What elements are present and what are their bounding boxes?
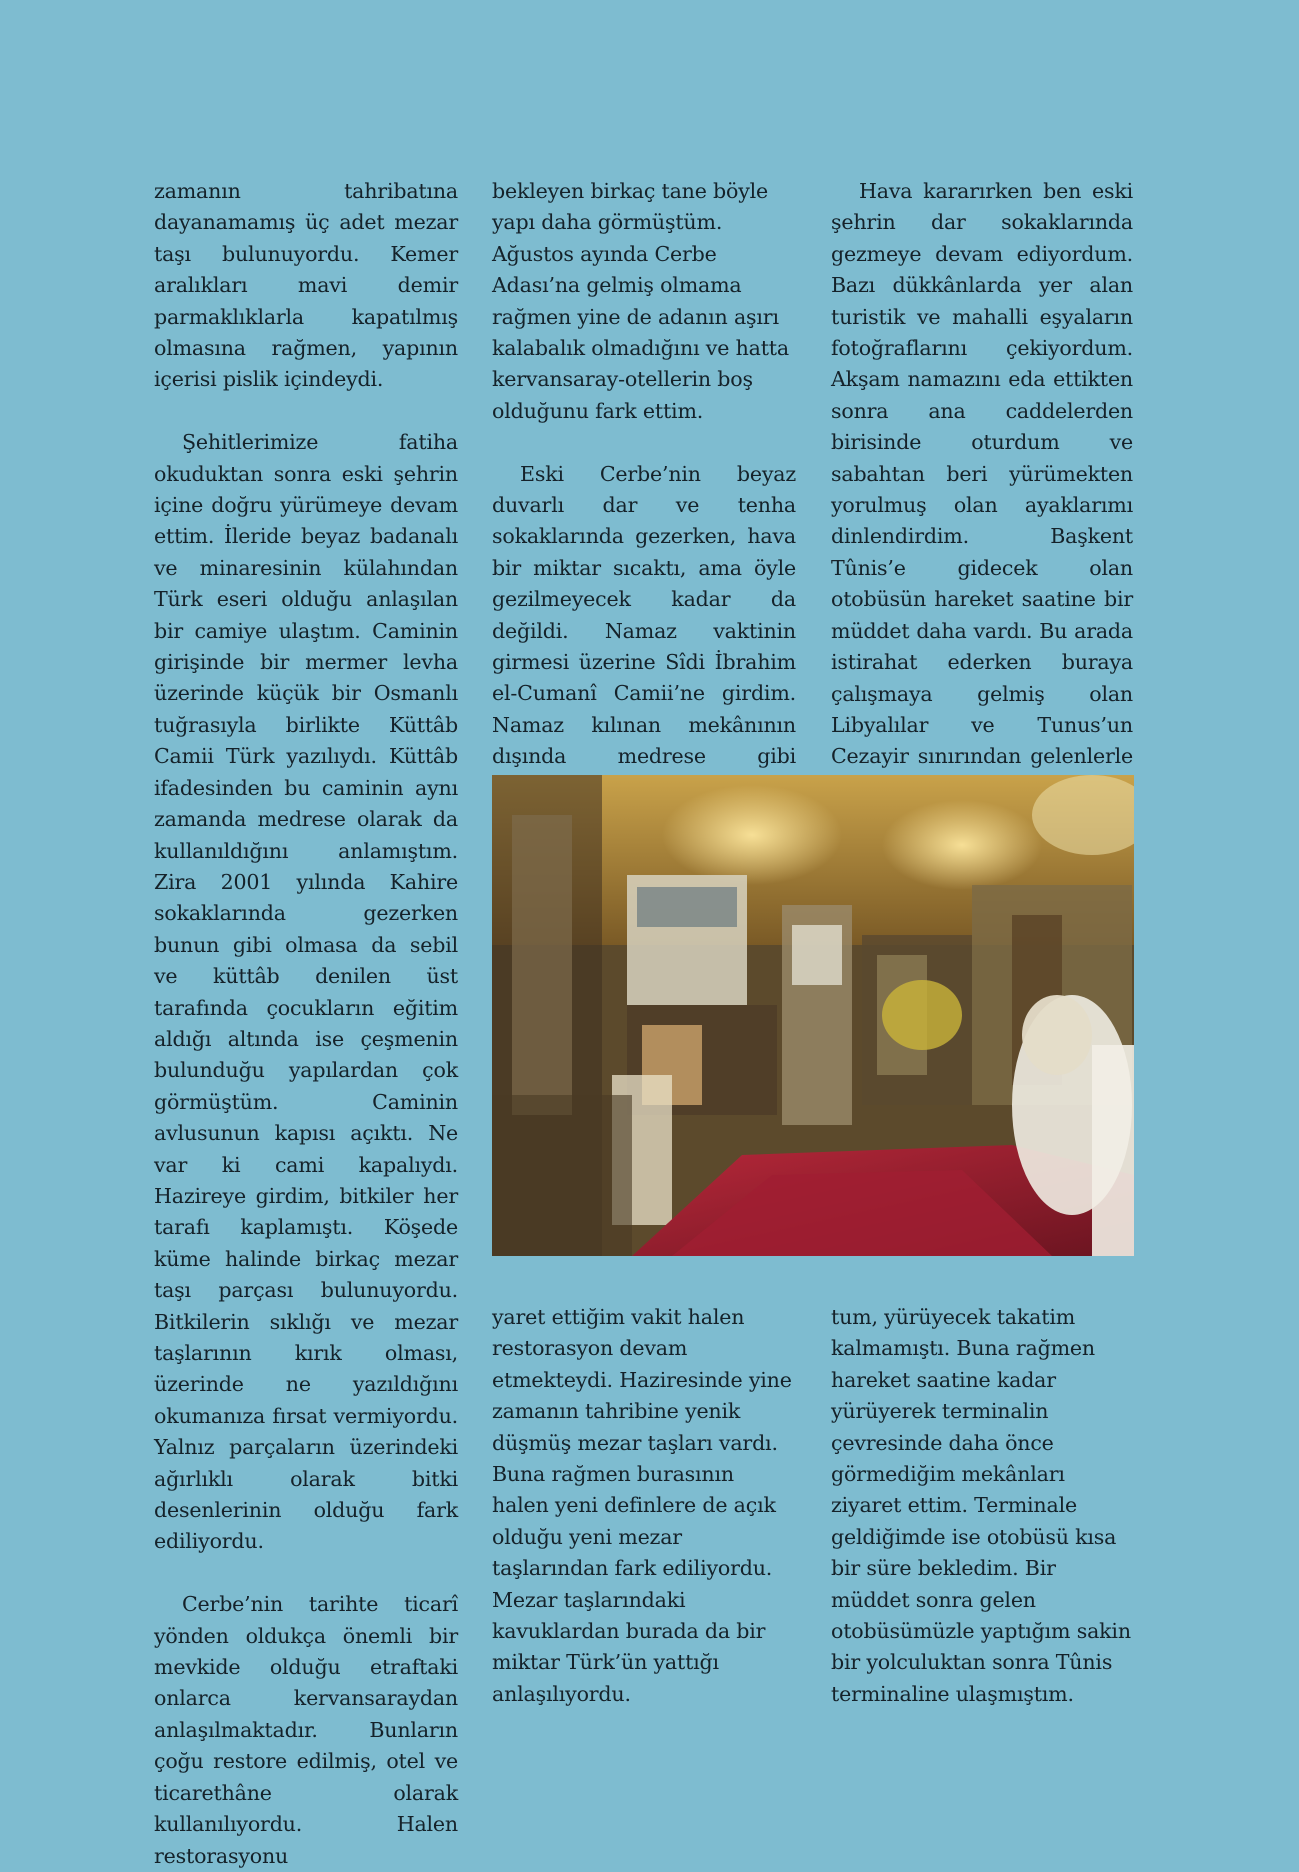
article-column-3-continued (831, 1302, 1133, 1710)
article-column-1 (154, 176, 458, 1872)
paragraph: Cerbe’nin tarihte ticarî yönden oldukça önemli bir mevkide olduğu etraftaki onlarca kervansaraydan anlaşılmaktadır. Bunların çoğu restore edilmiş, otel ve ticarethâne olarak kullanılıyordu. Halen restorasyonu (154, 1592, 458, 1868)
paragraph: zamanın tahribatına dayanamamış üç adet mezar taşı bulunuyordu. Kemer aralıkları mavi demir parmaklıklarla kapatılmış olmasına rağmen, yapının içerisi pislik içindeydi. (154, 179, 458, 392)
mosque-interior-photo (492, 775, 1134, 1256)
paragraph: Şehitlerimize fatiha okuduktan sonra eski şehrin içine doğru yürümeye devam ettim. İleride beyaz badanalı ve minaresinin külahından Türk eseri olduğu anlaşılan bir camiye ulaştım. Caminin girişinde bir mermer levha üzerinde küçük bir Osmanlı tuğrasıyla birlikte Küttâb Camii Türk yazılıydı. Küttâb ifadesinden bu caminin aynı zamanda medrese olarak da kullanıldığını anlamıştım. Zira 2001 yılında Kahire sokaklarında gezerken bunun gibi olmasa da sebil ve küttâb denilen üst tarafında çocukların eğitim aldığı altında ise çeşmenin bulunduğu yapılardan çok görmüştüm. Caminin avlusunun kapısı açıktı. Ne var ki cami kapalıydı. Hazireye girdim, bitkiler her tarafı kaplamıştı. Köşede küme halinde birkaç mezar taşı parçası bulunuyordu. Bitkilerin sıklığı ve mezar taşlarının kırık olması, üzerinde ne yazıldığını okumanıza fırsat vermiyordu. Yalnız parçaların üzerindeki ağırlıklı olarak bitki desenlerinin olduğu fark ediliyordu. (154, 430, 458, 1554)
paragraph: bekleyen birkaç tane böyle yapı daha görmüştüm. Ağustos ayında Cerbe Adası’na gelmiş olmama rağmen yine de adanın aşırı kalabalık olmadığını ve hatta kervansaray-otellerin boş olduğunu fark ettim. (492, 179, 789, 423)
article-column-2-continued (492, 1302, 796, 1710)
paragraph: Eski Cerbe’nin beyaz duvarlı dar ve tenha sokaklarında gezerken, hava bir miktar sıcaktı, ama öyle gezilmeyecek kadar da değildi. Namaz vaktinin girmesi üzerine Sîdi İbrahim el-Cumanî Camii’ne girdim. Namaz kılınan mekânının dışında medrese gibi (492, 461, 796, 769)
paragraph: tum, yürüyecek takatim kalmamıştı. Buna rağmen hareket saatine kadar yürüyerek terminalin çevresinde daha önce görmediğim mekânları ziyaret ettim. Terminale geldiğimde ise otobüsü kısa bir süre bekledim. Bir müddet sonra gelen otobüsümüzle yaptığım sakin bir yolculuktan sonra Tûnis terminaline ulaşmıştım. (831, 1305, 1131, 1706)
paragraph: Hava kararırken ben eski şehrin dar sokaklarında gezmeye devam ediyordum. Bazı dükkânlarda yer alan turistik ve mahalli eşyaların fotoğraflarını çekiyordum. Akşam namazını eda ettikten sonra ana caddelerden birisinde oturdum ve sabahtan beri yürümekten yorulmuş olan ayaklarımı dinlendirdim. Başkent Tûnis’e gidecek olan otobüsün hareket saatine bir müddet daha vardı. Bu arada istirahat ederken buraya çalışmaya gelmiş olan Libyalılar ve Tunus’un Cezayir sınırından gelenlerle (831, 179, 1133, 769)
article-column-3 (831, 176, 1133, 836)
paragraph: yaret ettiğim vakit halen restorasyon devam etmekteydi. Haziresinde yine zamanın tahribine yenik düşmüş mezar taşları vardı. Buna rağmen burasının halen yeni definlere de açık olduğu yeni mezar taşlarından fark ediliyordu. Mezar taşlarındaki kavuklardan burada da bir miktar Türk’ün yattığı anlaşılıyordu. (492, 1305, 792, 1706)
article-column-2 (492, 176, 796, 836)
